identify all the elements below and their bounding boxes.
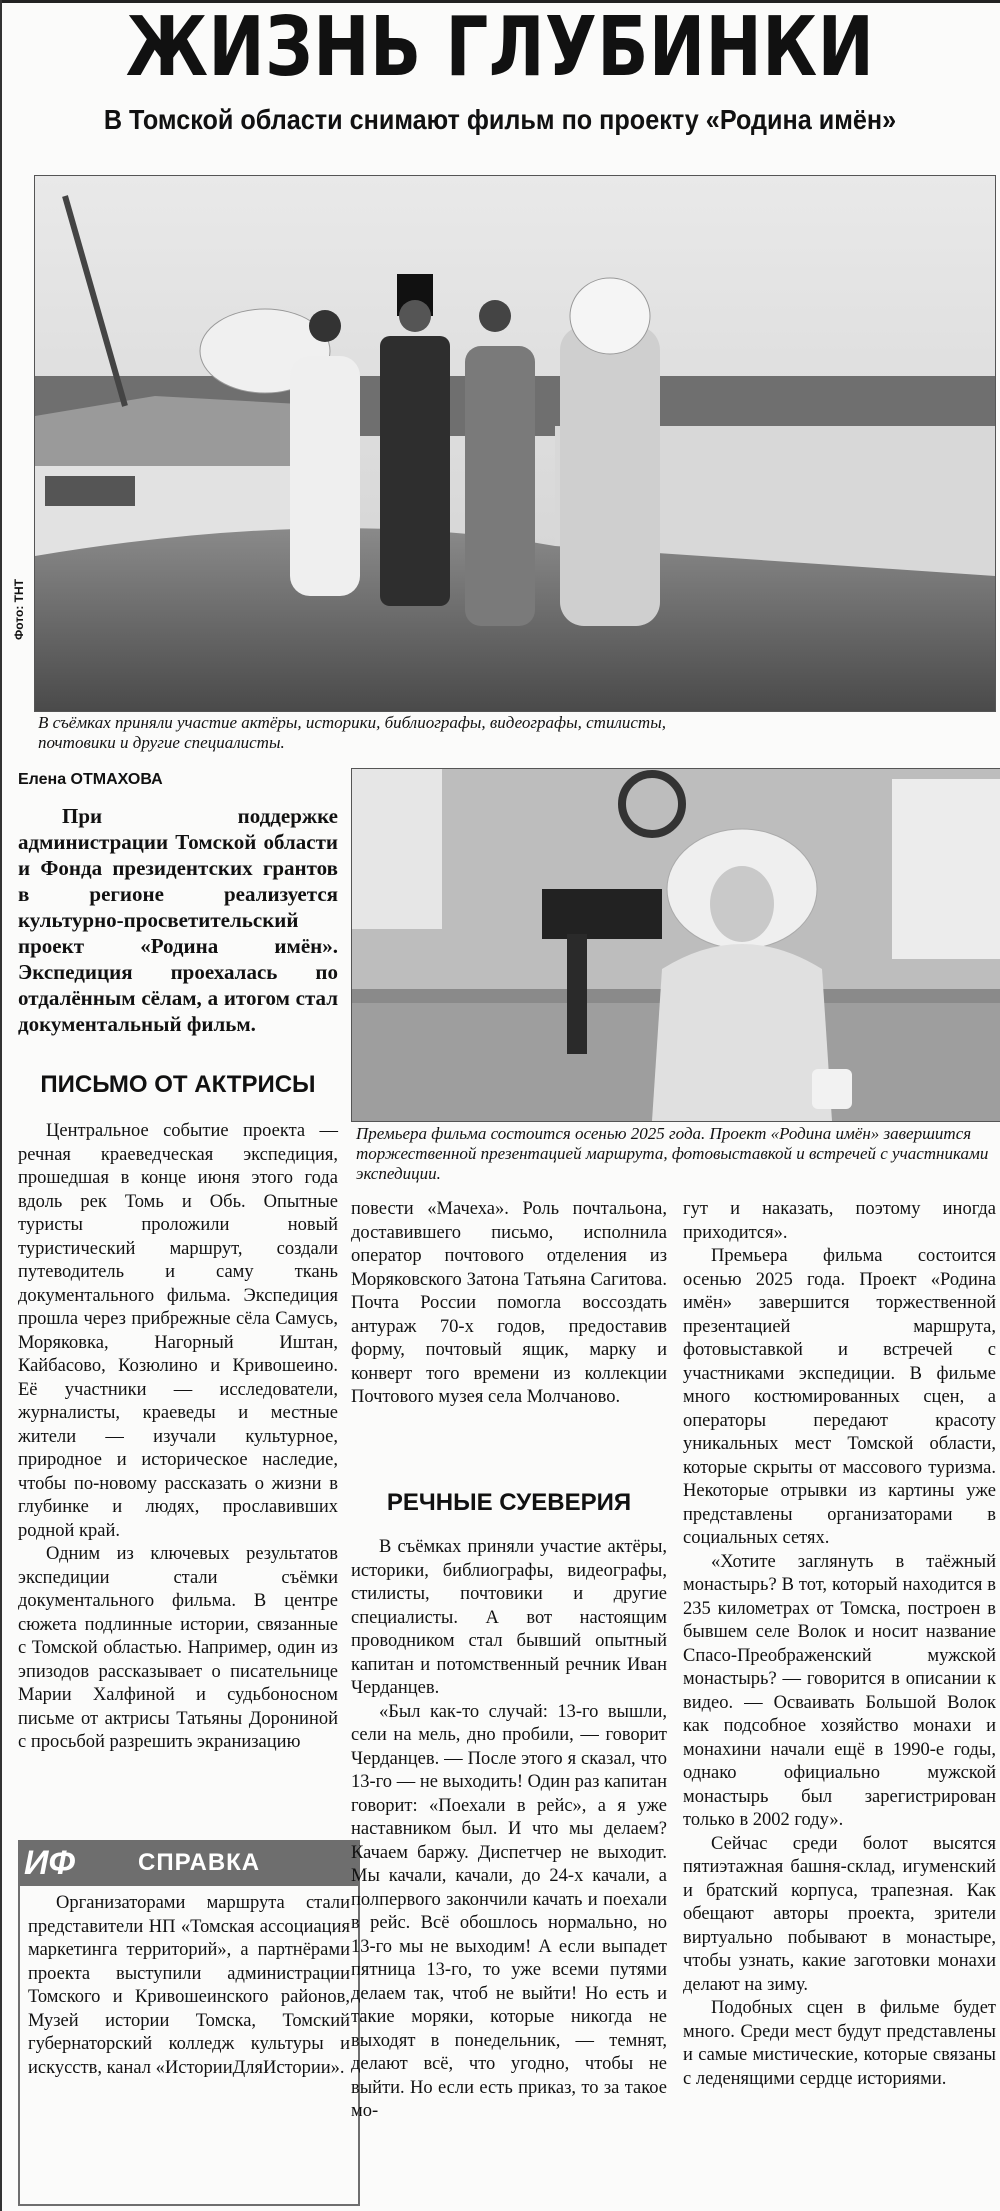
photo-actress-with-camera: [351, 768, 1000, 1122]
column-2-text-top: [351, 1198, 667, 1410]
paragraph: Одним из ключевых результатов экспедиции стали съёмки документального фильма. В центре сюжета подлинные истории, связанные с Томской областью. Например, один из эпизодов рассказывает о писательнице Марии Халфиной и судьбоносном письме от актрисы Татьяны Дорониной с просьбой разрешить экранизацию: [18, 1544, 338, 1752]
column-2-text-bottom: [351, 1536, 667, 2124]
section-title-superstitions: РЕЧНЫЕ СУЕВЕРИЯ: [386, 1489, 632, 1516]
paragraph: Организаторами маршрута стали представители НП «Томская ассоциация маркетинга территорий», а партнёрами проекта выступили администрации Томского и Кривошеинского районов, Музей истории Томска, Томский губернаторский колледж культуры и искусств, канал «ИсторииДляИстории».: [28, 1893, 350, 2078]
subheadline: В Томской области снимают фильм по проекту «Родина имён»: [103, 104, 897, 135]
headline: ЖИЗНЬ ГЛУБИНКИ: [125, 0, 875, 95]
lead-paragraph: При поддержке администрации Томской области и Фонда президентских грантов в регионе реализуется культурно-просветительский проект «Родина имён». Экспедиция проехалась по отдалённым сёлам, а итогом стал документальный фильм.: [18, 804, 338, 1036]
column-1-text: [18, 1120, 338, 1755]
photo2-caption: Премьера фильма состоится осенью 2025 года. Проект «Родина имён» завершится торжественной презентацией маршрута, фотовыставкой и встречей с участниками экспедиции.: [356, 1124, 989, 1183]
paragraph: В съёмках приняли участие актёры, историки, библиографы, видеографы, стилисты, почтовики и другие специалисты. А вот настоящим проводником стал бывший опытный капитан и потомственный речник Иван Черданцев.: [351, 1537, 667, 1698]
sidebar-text: [28, 1892, 350, 2080]
section-title-letter: ПИСЬМО ОТ АКТРИСЫ: [40, 1071, 316, 1098]
column-3-text: [683, 1198, 996, 2091]
paragraph: Сейчас среди болот высятся пятиэтажная башня-склад, игуменский и братский корпуса, трапезная. Как обещают авторы проекта, зрители виртуально побывают в монастыре, чтобы узнать, какие заготовки монахи делают на зиму.: [683, 1833, 996, 1995]
paragraph: Премьера фильма состоится осенью 2025 года. Проект «Родина имён» завершится торжественной презентацией маршрута, фотовыставкой и встречей с участниками экспедиции. В фильме много костюмированных сцен, а операторы передают красоту уникальных мест Томской области, которые скрыты от массового туризма. Некоторые отрывки из картины уже представлены организаторами в социальных сетях.: [683, 1246, 996, 1548]
byline: Елена ОТМАХОВА: [18, 771, 163, 788]
paragraph: Центральное событие проекта — речная краеведческая экспедиция, прошедшая в конце июня этого года вдоль рек Томь и Обь. Опытные туристы проложили новый туристический маршрут, создали путеводитель и саму ткань документального фильма. Экспедиция прошла через прибрежные сёла Самусь, Моряковка, Нагорный Иштан, Кайбасово, Козюлино и Кривошеино. Её участники — исследователи, журналисты, краеведы и местные жители — изучали культурное, природное и историческое наследие, чтобы по-новому рассказать о жизни в глубинке и людях, прославивших родной край.: [18, 1121, 338, 1541]
sidebar-header: [18, 1840, 360, 1886]
left-rule: [0, 0, 2, 2211]
paragraph: Подобных сцен в фильме будет много. Среди мест будут представлены и самые мистические, которые связаны с леденящими сердце историями.: [683, 1998, 996, 2089]
paragraph: повести «Мачеха». Роль почтальона, доставившего письмо, исполнила оператор почтового отделения из Моряковского Затона Татьяна Сагитова. Почта России помогла воссоздать антураж 70-х годов, предоставив форму, почтовый ящик, марку и конверт того времени из коллекции Почтового музея села Молчаново.: [351, 1199, 667, 1407]
photo-credit: Фото: ТНТ: [12, 579, 26, 640]
paragraph: «Хотите заглянуть в таёжный монастырь? В тот, который находится в 235 километрах от Томска, построен в бывшем селе Волок и носит название Спасо-Преображенский мужской монастырь? — говорится в описании к видео. — Осваивать Большой Волок как подсобное хозяйство монахи и монахини начали ещё в 1990-е годы, однако официально мужской монастырь был зарегистрирован только в 2002 году».: [683, 1551, 996, 1830]
newspaper-logo: ИФ: [24, 1844, 75, 1882]
photo-cast-on-riverbank: [34, 175, 996, 712]
sidebar-title: СПРАВКА: [138, 1849, 261, 1876]
photo1-caption: В съёмках приняли участие актёры, историки, библиографы, видеографы, стилисты, почтовики и другие специалисты.: [38, 713, 666, 752]
paragraph: «Был как-то случай: 13-го вышли, сели на мель, дно пробили, — говорит Черданцев. — После этого я сказал, что 13-го — не выходить! Один раз капитан говорит: «Поехали в рейс», а я уже наставником был. И что мы делаем? Качаем баржу. Диспетчер не выходит. Мы качали, качали, до 24-х качали, а полпервого закончили качать и поехали в рейс. Всё обошлось нормально, но 13-го мы не выходим! А если выпадет пятница 13-го, то уже всеми путями делаем так, чтоб не выйти! Но есть и такие моряки, которые никогда не выходят в понедельник, — темнят, делают всё, что угодно, чтобы не выйти. Но если есть приказ, то за такое мо-: [351, 1701, 667, 2121]
paragraph: гут и наказать, поэтому иногда приходится».: [683, 1199, 996, 1243]
